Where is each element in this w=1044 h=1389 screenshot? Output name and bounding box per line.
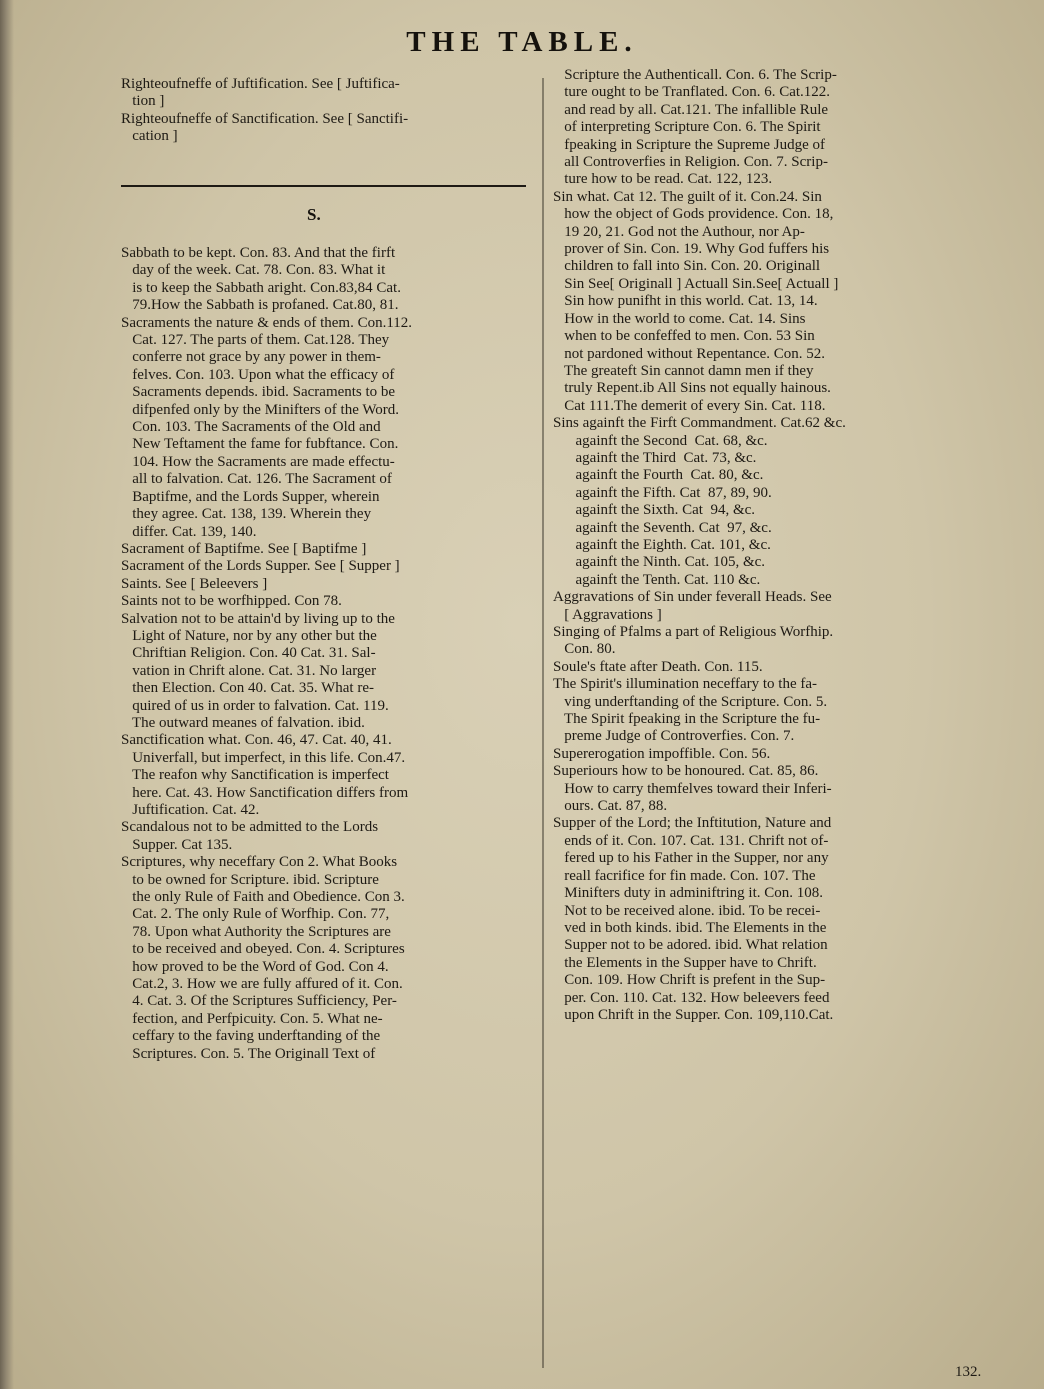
right-column-entries: Scripture the Authenticall. Con. 6. The Scrip- ture ought to be Tranflated. Con. 6. Cat.122. and read by all. Cat.121. The infallible Rule of interpreting Scripture Con. 6. The Spirit fpeaking in Scripture the Supreme Judge of all Controverfies in Religion. Con. 7. Scrip- ture how to be read. Cat. 122, 123. Sin what. Cat 12. The guilt of it. Con.24. Sin how the object of Gods providence. Con. 18, 19 20, 21. God not the Authour, nor Ap- prover of Sin. Con. 19. Why God fuffers his children to fall into Sin. Con. 20. Originall Sin See[ Originall ] Actuall Sin.See[ Actuall ] Sin how punifht in this world. Cat. 13, 14. How in the world to come. Cat. 14. Sins when to be confeffed to men. Con. 53 Sin not pardoned without Repentance. Con. 52. The greateft Sin cannot damn men if they truly Repent.ib All Sins not equally hainous. Cat 111.The demerit of every Sin. Cat. 118. Sins againft the Firft Commandment. Cat.62 &c. againft the Second Cat. 68, &c. againft the Third Cat. 73, &c. againft the Fourth Cat. 80, &c. againft the Fifth. Cat 87, 89, 90. againft the Sixth. Cat 94, &c. againft the Seventh. Cat 97, &c. againft the Eighth. Cat. 101, &c. againft the Ninth. Cat. 105, &c. againft the Tenth. Cat. 110 &c. Aggravations of Sin under feverall Heads. See [ Aggravations ] Singing of Pfalms a part of Religious Worfhip. Con. 80. Soule's ftate after Death. Con. 115. The Spirit's illumination neceffary to the fa- ving underftanding of the Scripture. Con. 5. The Spirit fpeaking in the Scripture the fu- preme Judge of Controverfies. Con. 7. Supererogation impoffible. Con. 56. Superiours how to be honoured. Cat. 85, 86. How to carry themfelves toward their Inferi- ours. Cat. 87, 88. Supper of the Lord; the Inftitution, Nature and ends of it. Con. 107. Cat. 131. Chrift not of- fered up to his Father in the Supper, nor any reall facrifice for fin made. Con. 107. The Minifters duty in adminiftring it. Con. 108. Not to be received alone. ibid. To be recei- ved in both kinds. ibid. The Elements in the Supper not to be adored. ibid. What relation the Elements in the Supper have to Chrift. Con. 109. How Chrift is prefent in the Sup- per. Con. 110. Cat. 132. How beleevers feed upon Chrift in the Supper. Con. 109,110.Cat. (553, 67, 846, 1023)
page-title: THE TABLE. (406, 26, 638, 58)
section-rule (121, 185, 526, 187)
left-column-top-entries: Righteoufneffe of Juftification. See [ Juftifica- tion ] Righteoufneffe of Sanctification. See [ Sanctifi- cation ] (121, 76, 409, 145)
page-edge-shadow (0, 0, 14, 1389)
page-number: 132. (955, 1364, 982, 1380)
left-column-entries: Sabbath to be kept. Con. 83. And that the firft day of the week. Cat. 78. Con. 83. What it is to keep the Sabbath aright. Con.83,84 Cat. 79.How the Sabbath is profaned. Cat.80, 81. Sacraments the nature & ends of them. Con.112. Cat. 127. The parts of them. Cat.128. They conferre not grace by any power in them- felves. Con. 103. Upon what the efficacy of Sacraments depends. ibid. Sacraments to be difpenfed only by the Minifters of the Word. Con. 103. The Sacraments of the Old and New Teftament the fame for fubftance. Con. 104. How the Sacraments are made effectu- all to falvation. Cat. 126. The Sacrament of Baptifme, and the Lords Supper, wherein they agree. Cat. 138, 139. Wherein they differ. Cat. 139, 140. Sacrament of Baptifme. See [ Baptifme ] Sacrament of the Lords Supper. See [ Supper ] Saints. See [ Beleevers ] Saints not to be worfhipped. Con 78. Salvation not to be attain'd by living up to the Light of Nature, nor by any other but the Chriftian Religion. Con. 40 Cat. 31. Sal- vation in Chrift alone. Cat. 31. No larger then Election. Con 40. Cat. 35. What re- quired of us in order to falvation. Cat. 119. The outward meanes of falvation. ibid. Sanctification what. Con. 46, 47. Cat. 40, 41. Univerfall, but imperfect, in this life. Con.47. The reafon why Sanctification is imperfect here. Cat. 43. How Sanctification differs from Juftification. Cat. 42. Scandalous not to be admitted to the Lords Supper. Cat 135. Scriptures, why neceffary Con 2. What Books to be owned for Scripture. ibid. Scripture the only Rule of Faith and Obedience. Con 3. Cat. 2. The only Rule of Worfhip. Con. 77, 78. Upon what Authority the Scriptures are to be received and obeyed. Con. 4. Scriptures how proved to be the Word of God. Con 4. Cat.2, 3. How we are fully affured of it. Con. 4. Cat. 3. Of the Scriptures Sufficiency, Per- fection, and Perfpicuity. Con. 5. What ne- ceffary to the faving underftanding of the Scriptures. Con. 5. The Originall Text of (121, 245, 413, 1062)
column-divider (542, 78, 544, 1368)
section-letter-heading: S. (307, 205, 321, 224)
